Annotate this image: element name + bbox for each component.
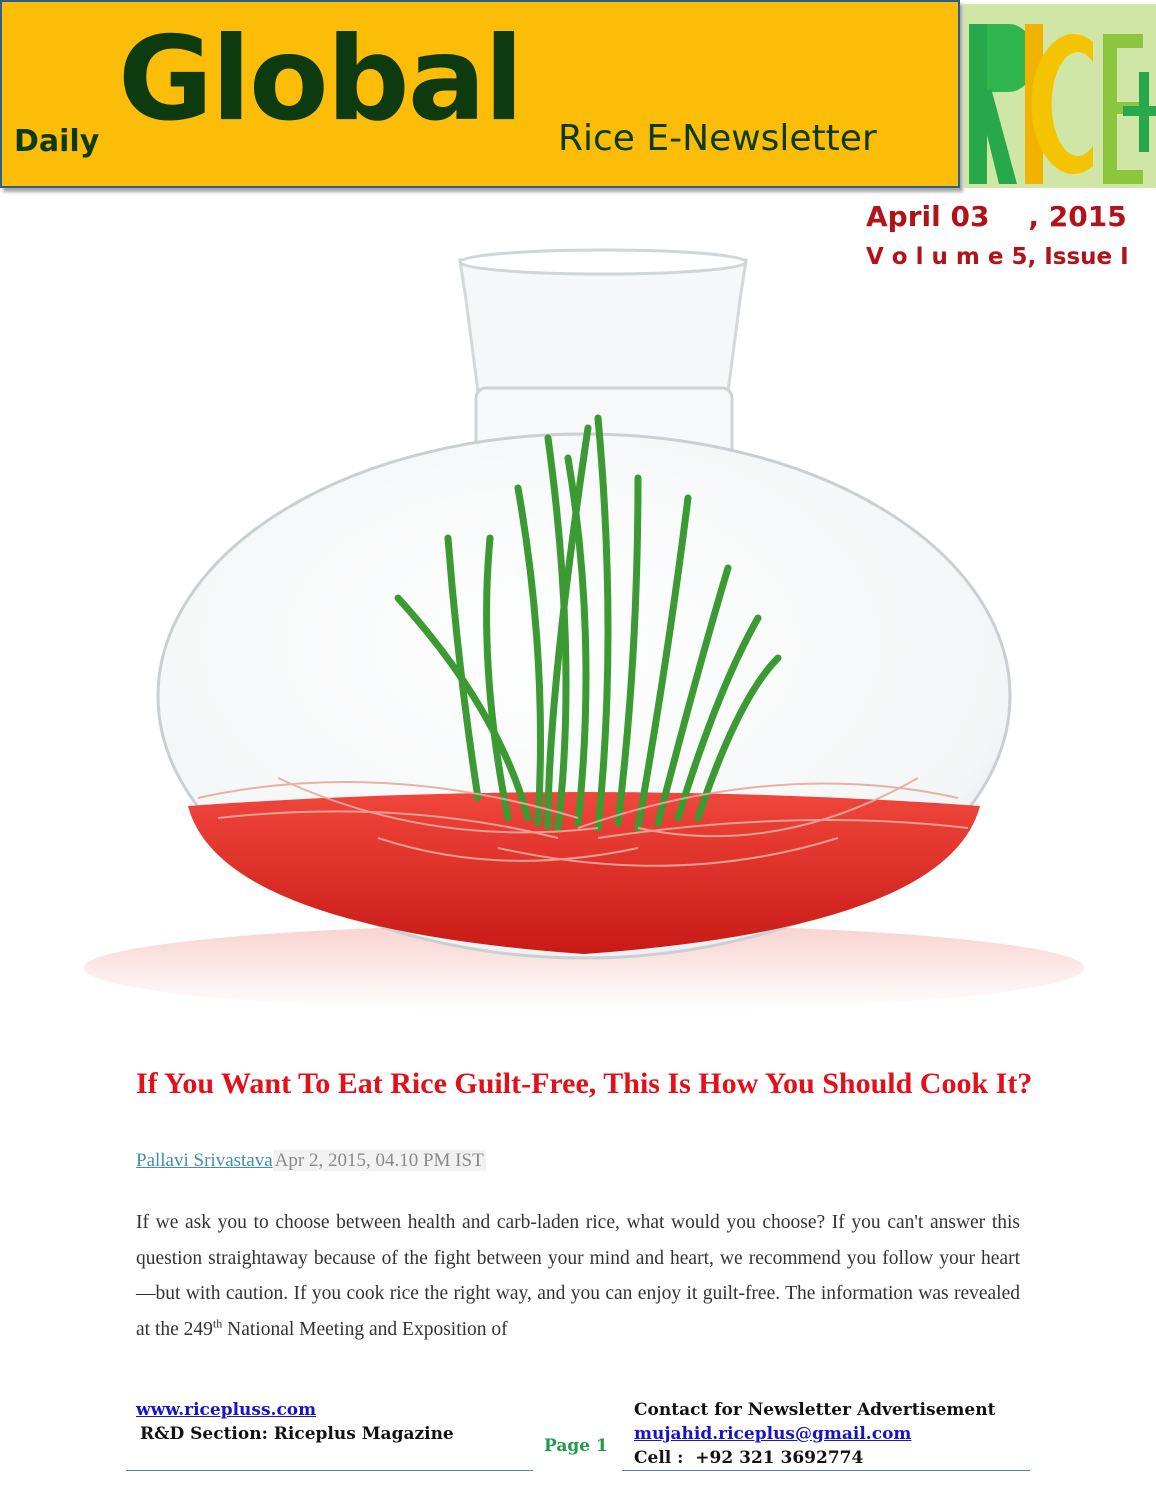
footer-left	[136, 1398, 454, 1446]
masthead-subtitle: Rice E-Newsletter	[558, 118, 877, 159]
email-link[interactable]: mujahid.riceplus@gmail.com	[634, 1424, 912, 1444]
riceplus-logo-graphic	[963, 4, 1156, 188]
masthead-daily: Daily	[14, 124, 100, 159]
article-timestamp: Apr 2, 2015, 04.10 PM IST	[274, 1150, 484, 1171]
article-body	[136, 1205, 1020, 1347]
issue-volume: V o l u m e 5, Issue I	[866, 244, 1129, 270]
page-number: Page 1	[544, 1436, 608, 1456]
issue-date: April 03 , 2015	[866, 200, 1127, 233]
cell-number: Cell : +92 321 3692774	[634, 1448, 864, 1468]
article-byline	[136, 1150, 486, 1172]
footer-divider-right	[622, 1470, 1030, 1471]
footer-right	[634, 1398, 995, 1470]
flask-seedlings-photo	[78, 238, 1090, 1012]
contact-title: Contact for Newsletter Advertisement	[634, 1400, 996, 1420]
author-link[interactable]: Pallavi Srivastava	[136, 1150, 273, 1171]
article-headline: If You Want To Eat Rice Guilt-Free, This Is How You Should Cook It?	[136, 1067, 1033, 1100]
ordinal-suffix: th	[212, 1316, 223, 1330]
flask-illustration	[78, 238, 1090, 1012]
masthead-title: Global	[118, 12, 522, 147]
masthead-banner	[0, 0, 960, 188]
riceplus-logo	[963, 4, 1156, 188]
footer-divider-left	[126, 1470, 533, 1471]
website-link[interactable]: www.ricepluss.com	[136, 1400, 317, 1420]
footer-section: R&D Section: Riceplus Magazine	[140, 1424, 454, 1444]
article-body-text-cont: National Meeting and Exposition of	[222, 1318, 508, 1340]
article-body-text: If we ask you to choose between health and carb-laden rice, what would you choose? If you can't answer this question straightaway because of the fight between your mind and heart, we recommend you follow your heart—but with caution. If you cook rice the right way, and you can enjoy it guilt-free. The information was revealed at the 249	[136, 1212, 1020, 1340]
